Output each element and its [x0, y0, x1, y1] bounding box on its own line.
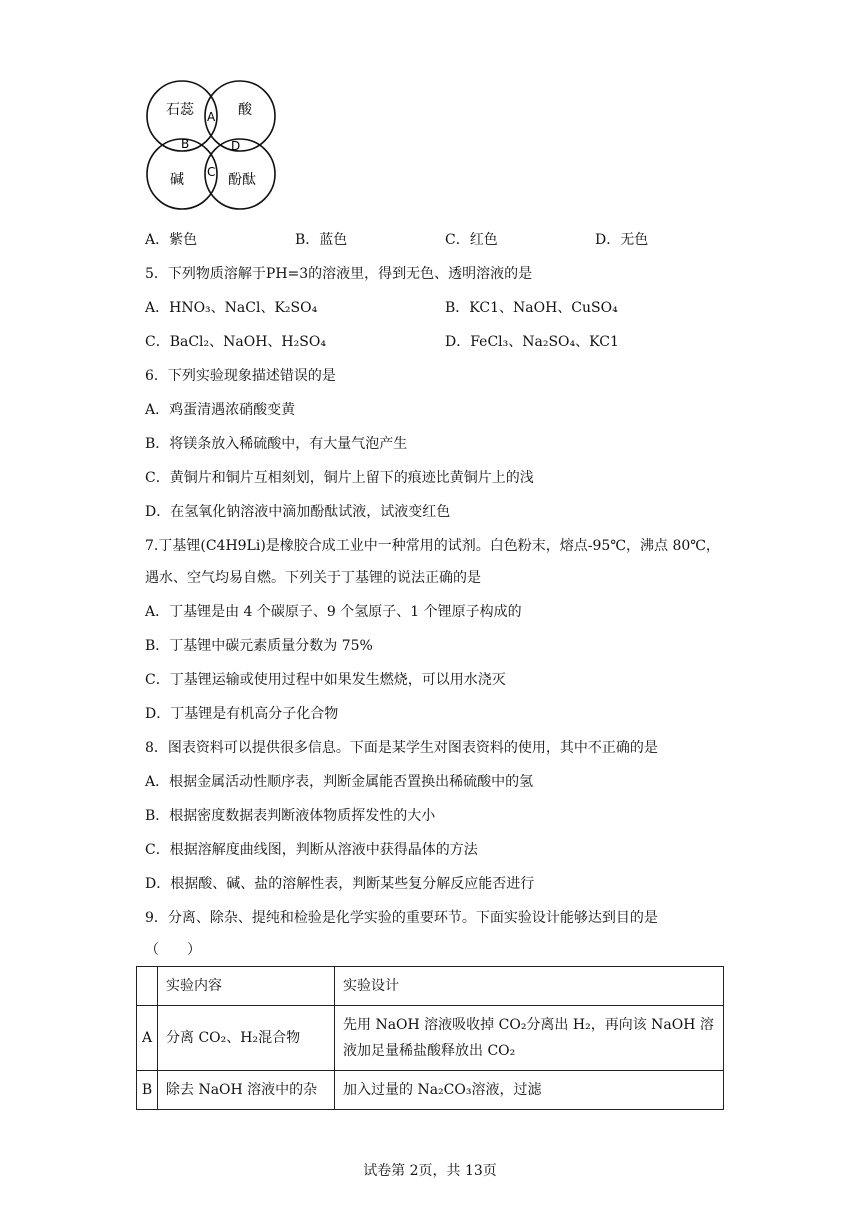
page-footer: 试卷第 2页，共 13页 [363, 1163, 497, 1179]
q6-option-d: D．在氢氧化钠溶液中滴加酚酞试液，试液变红色 [145, 504, 451, 520]
venn-label-acid: 酸 [238, 102, 252, 118]
table-cell-key: B [137, 1071, 158, 1110]
venn-label-base: 碱 [170, 172, 184, 188]
table-cell-design: 先用 NaOH 溶液吸收掉 CO₂分离出 H₂，再向该 NaOH 溶液加足量稀盐酸释放出 CO₂ [335, 1006, 724, 1071]
table-header-key [137, 967, 158, 1006]
table-row [137, 1071, 724, 1110]
q5-option-c: C．BaCl₂、NaOH、H₂SO₄ [145, 334, 326, 350]
q5-option-b: B．KC1、NaOH、CuSO₄ [445, 300, 618, 316]
q8-option-c: C．根据溶解度曲线图，判断从溶液中获得晶体的方法 [145, 842, 478, 858]
q7-stem-line1: 7.丁基锂(C4H9Li)是橡胶合成工业中一种常用的试剂。白色粉末，熔点-95℃，沸点 80℃， [145, 538, 720, 554]
q4-option-b: B．蓝色 [295, 232, 348, 248]
venn-label-phenol: 酚酞 [228, 172, 256, 188]
q7-option-b: B．丁基锂中碳元素质量分数为 75% [145, 638, 373, 654]
q7-stem-line2: 遇水、空气均易自燃。下列关于丁基锂的说法正确的是 [145, 570, 481, 586]
q7-option-d: D．丁基锂是有机高分子化合物 [145, 706, 339, 722]
table-header-row [137, 967, 724, 1006]
q4-option-a: A．紫色 [145, 232, 198, 248]
q7-option-c: C．丁基锂运输或使用过程中如果发生燃烧，可以用水浇灭 [145, 672, 506, 688]
q8-option-d: D．根据酸、碱、盐的溶解性表，判断某些复分解反应能否进行 [145, 876, 535, 892]
q4-option-c: C．红色 [445, 232, 498, 248]
table-cell-key: A [137, 1006, 158, 1071]
q8-option-a: A．根据金属活动性顺序表，判断金属能否置换出稀硫酸中的氢 [145, 774, 534, 790]
venn-region-d: D [231, 139, 241, 153]
table-header-content: 实验内容 [158, 967, 335, 1006]
q5-stem: 5．下列物质溶解于PH=3的溶液里，得到无色、透明溶液的是 [145, 266, 533, 282]
table-header-design: 实验设计 [335, 967, 724, 1006]
table-cell-content: 分离 CO₂、H₂混合物 [158, 1006, 335, 1071]
venn-region-b: B [181, 137, 190, 151]
q9-answer-paren: （ ） [145, 942, 201, 958]
experiment-table [136, 966, 724, 1110]
q6-option-b: B．将镁条放入稀硫酸中，有大量气泡产生 [145, 436, 408, 452]
q5-option-a: A．HNO₃、NaCl、K₂SO₄ [145, 300, 318, 316]
venn-diagram [140, 76, 282, 216]
q7-option-a: A．丁基锂是由 4 个碳原子、9 个氢原子、1 个锂原子构成的 [145, 604, 522, 620]
q8-option-b: B．根据密度数据表判断液体物质挥发性的大小 [145, 808, 436, 824]
table-row [137, 1006, 724, 1071]
q5-option-d: D．FeCl₃、Na₂SO₄、KC1 [445, 334, 619, 350]
table-cell-content: 除去 NaOH 溶液中的杂 [158, 1071, 335, 1110]
q6-option-c: C．黄铜片和铜片互相刻划，铜片上留下的痕迹比黄铜片上的浅 [145, 470, 534, 486]
q9-stem: 9．分离、除杂、提纯和检验是化学实验的重要环节。下面实验设计能够达到目的是 [145, 910, 658, 926]
table-cell-design: 加入过量的 Na₂CO₃溶液，过滤 [335, 1071, 724, 1110]
q8-stem: 8．图表资料可以提供很多信息。下面是某学生对图表资料的使用，其中不正确的是 [145, 740, 658, 756]
q6-option-a: A．鸡蛋清遇浓硝酸变黄 [145, 402, 296, 418]
q4-option-d: D．无色 [595, 232, 649, 248]
venn-region-c: C [207, 165, 216, 179]
venn-region-a: A [207, 110, 216, 124]
q6-stem: 6．下列实验现象描述错误的是 [145, 368, 336, 384]
venn-label-litmus: 石蕊 [166, 102, 194, 118]
